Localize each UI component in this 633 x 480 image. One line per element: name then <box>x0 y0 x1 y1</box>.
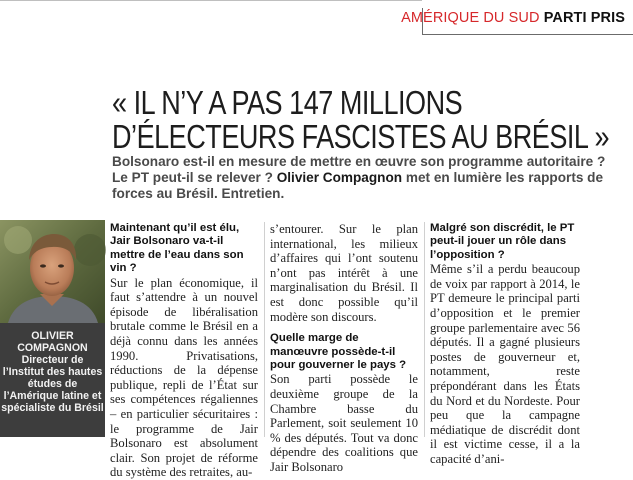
section-rubric: AMÉRIQUE DU SUD <box>401 10 540 26</box>
paragraph-gap <box>270 324 418 332</box>
interview-answer-continued: s’entourer. Sur le plan international, les milieux d’affaires qui l’ont soutenu n’ont pas intérêt à une marginalisation du Brésil. Il est donc possible qu’il modère son discours. <box>270 222 418 324</box>
column-separator <box>264 222 265 437</box>
article-column-1 <box>110 222 258 480</box>
interview-answer: Sur le plan économique, il faut s’attendre à un nouvel épisode de libéralisation brutale comme le Brésil en a déjà connu dans les années 1990. Privatisations, réductions de la dépense publique, repli de l’État sur ses compétences régaliennes – en particulier sécuritaires : le programme de Jair Bolsonaro est absolument clair. Son projet de réforme du système des retraites, au- <box>110 275 258 480</box>
section-kicker: PARTI PRIS <box>543 10 625 26</box>
portrait-photo <box>0 220 105 323</box>
section-underline <box>422 34 633 35</box>
lede-text: Bolsonaro est-il en mesure de mettre en œuvre son programme autoritaire ? Le PT peut-il se relever ? <box>112 154 606 185</box>
interview-answer: Même s’il a perdu beaucoup de voix par rapport à 2014, le PT demeure le principal parti d’opposition et le premier groupe parlementaire avec 56 députés. Il a gagné plusieurs postes de gouverneur et, notamment, reste prépondérant dans les États du Nord et du Nordeste. Pour peu que la campagne médiatique de discrédit dont il est victime cesse, il a la capacité d’ani- <box>430 262 580 466</box>
column-separator <box>424 222 425 437</box>
article-headline: « IL N’Y A PAS 147 MILLIONS D’ÉLECTEURS FASCISTES AU BRÉSIL » <box>112 84 610 155</box>
article-lede <box>112 154 624 202</box>
interviewee-portrait <box>0 220 105 323</box>
interview-question: Quelle marge de manœuvre possède-t-il pour gouverner le pays ? <box>270 332 407 371</box>
section-header <box>401 10 625 26</box>
interview-answer: Son parti possède le deuxième groupe de la Chambre basse du Parlement, soit seulement 10 % des députés. Tout va donc dépendre des coalitions que Jair Bolsonaro <box>270 372 418 474</box>
caption-role: Directeur de l’Institut des hautes études de l’Amérique latine et spécialiste du Brésil <box>1 354 104 414</box>
lede-tail: met en lumière les rapports de forces au Brésil. Entretien. <box>112 170 604 201</box>
article-column-2 <box>270 222 418 475</box>
portrait-caption <box>0 323 105 437</box>
article-column-3 <box>430 222 580 467</box>
top-rule <box>0 0 422 1</box>
interview-question: Maintenant qu’il est élu, Jair Bolsonaro va-t-il mettre de l’eau dans son vin ? <box>110 222 244 275</box>
interview-question: Malgré son discrédit, le PT peut-il jouer un rôle dans l’opposition ? <box>430 222 575 261</box>
lede-interviewee-name: Olivier Compagnon <box>276 170 403 185</box>
caption-name: OLIVIER COMPAGNON <box>17 330 88 354</box>
